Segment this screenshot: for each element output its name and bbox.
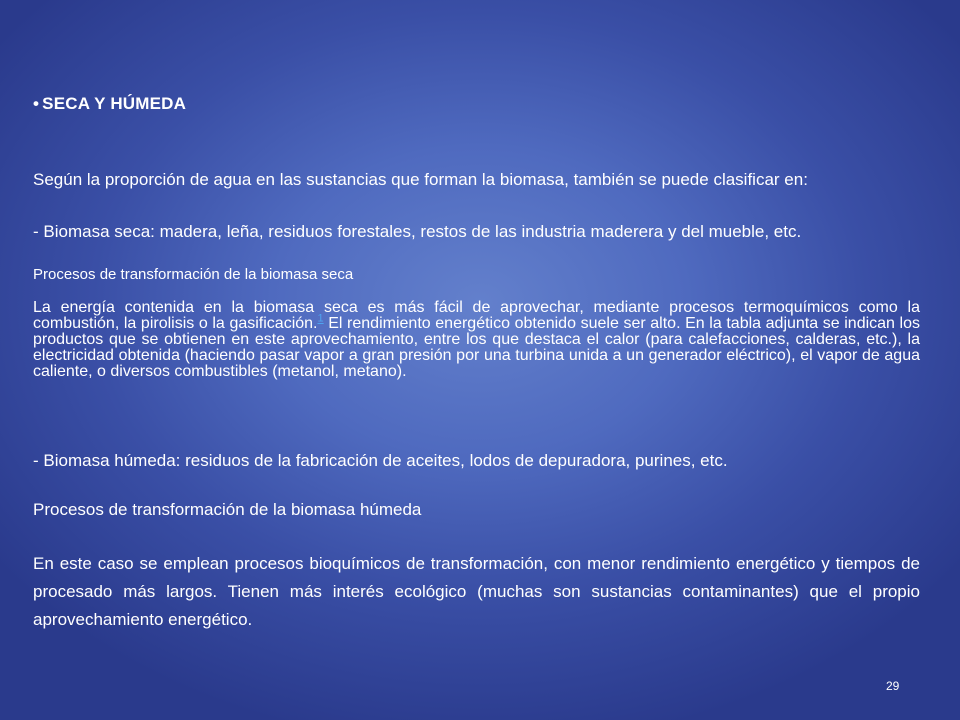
intro-paragraph: Según la proporción de agua en las sustancias que forman la biomasa, también se puede clasificar en: <box>33 170 808 189</box>
seca-description-part1: La energía contenida en la biomasa seca es más fácil de aprovechar, mediante procesos termoquímicos como la combustión, la pirolisis o la gasificación. <box>33 299 920 332</box>
footnote-link[interactable]: 1 <box>317 312 324 325</box>
seca-description-paragraph <box>33 300 920 380</box>
section-heading-text: SECA Y HÚMEDA <box>42 94 187 113</box>
biomasa-seca-line: - Biomasa seca: madera, leña, residuos forestales, restos de las industria maderera y del mueble, etc. <box>33 222 802 241</box>
biomasa-humeda-line: - Biomasa húmeda: residuos de la fabricación de aceites, lodos de depuradora, purines, etc. <box>33 451 728 470</box>
page-number: 29 <box>886 679 900 693</box>
bullet-icon: • <box>33 94 40 113</box>
subheading-seca: Procesos de transformación de la biomasa seca <box>33 266 354 283</box>
humeda-description-paragraph: En este caso se emplean procesos bioquímicos de transformación, con menor rendimiento energético y tiempos de procesado más largos. Tienen más interés ecológico (muchas son sustancias contaminantes) que el propio aprovechamiento energético. <box>33 554 920 629</box>
section-heading <box>33 94 920 114</box>
subheading-humeda: Procesos de transformación de la biomasa húmeda <box>33 500 422 519</box>
seca-description-part2: El rendimiento energético obtenido suele ser alto. En la tabla adjunta se indican los productos que se obtienen en este aprovechamiento, entre los que destaca el calor (para calefacciones, calderas, etc.), la electricidad obtenida (haciendo pasar vapor a gran presión por una turbina unida a un generador eléctrico), el vapor de agua caliente, o diversos combustibles (metanol, metano). <box>33 315 921 380</box>
